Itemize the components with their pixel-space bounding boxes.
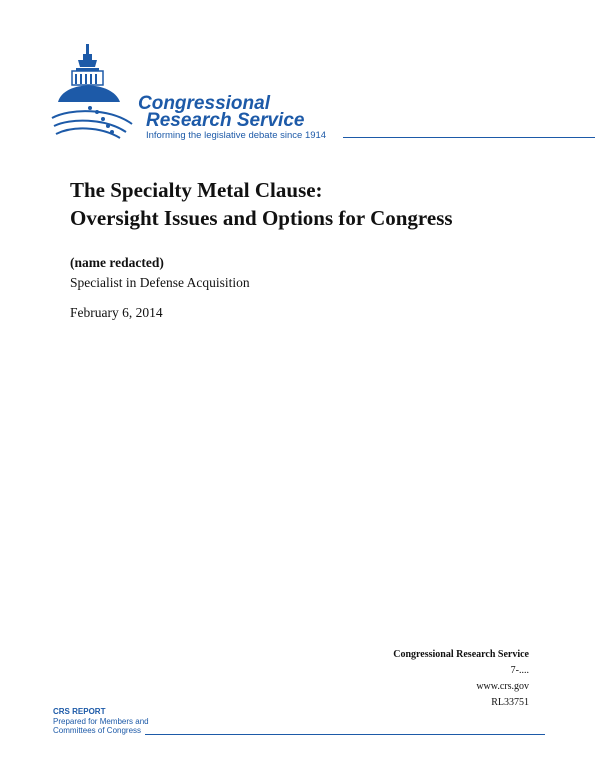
publisher-phone: 7-.... xyxy=(510,665,529,676)
logo-line-research-service: Research Service xyxy=(146,110,305,131)
title-line-2: Oversight Issues and Options for Congress xyxy=(70,206,453,230)
author-name: (name redacted) xyxy=(70,255,164,270)
footer-line-1: Prepared for Members and xyxy=(53,716,149,726)
crs-logo xyxy=(50,40,550,150)
author-role: Specialist in Defense Acquisition xyxy=(70,275,250,290)
publisher-info xyxy=(393,647,529,711)
capitol-dome-icon xyxy=(50,40,140,140)
footer-line-2: Committees of Congress xyxy=(53,726,142,735)
logo-line-congressional: Congressional xyxy=(138,93,270,114)
publisher-website: www.crs.gov xyxy=(476,681,529,692)
publication-date: February 6, 2014 xyxy=(70,305,163,320)
publisher-org: Congressional Research Service xyxy=(393,649,529,660)
report-number: RL33751 xyxy=(491,697,529,708)
footer-label: CRS REPORT xyxy=(53,707,106,716)
title-line-1: The Specialty Metal Clause: xyxy=(70,178,323,202)
logo-tagline: Informing the legislative debate since 1914 xyxy=(146,130,327,141)
report-title xyxy=(70,176,453,232)
logo-divider xyxy=(343,137,595,138)
crs-report-footer xyxy=(53,707,149,736)
footer-divider xyxy=(145,734,545,735)
